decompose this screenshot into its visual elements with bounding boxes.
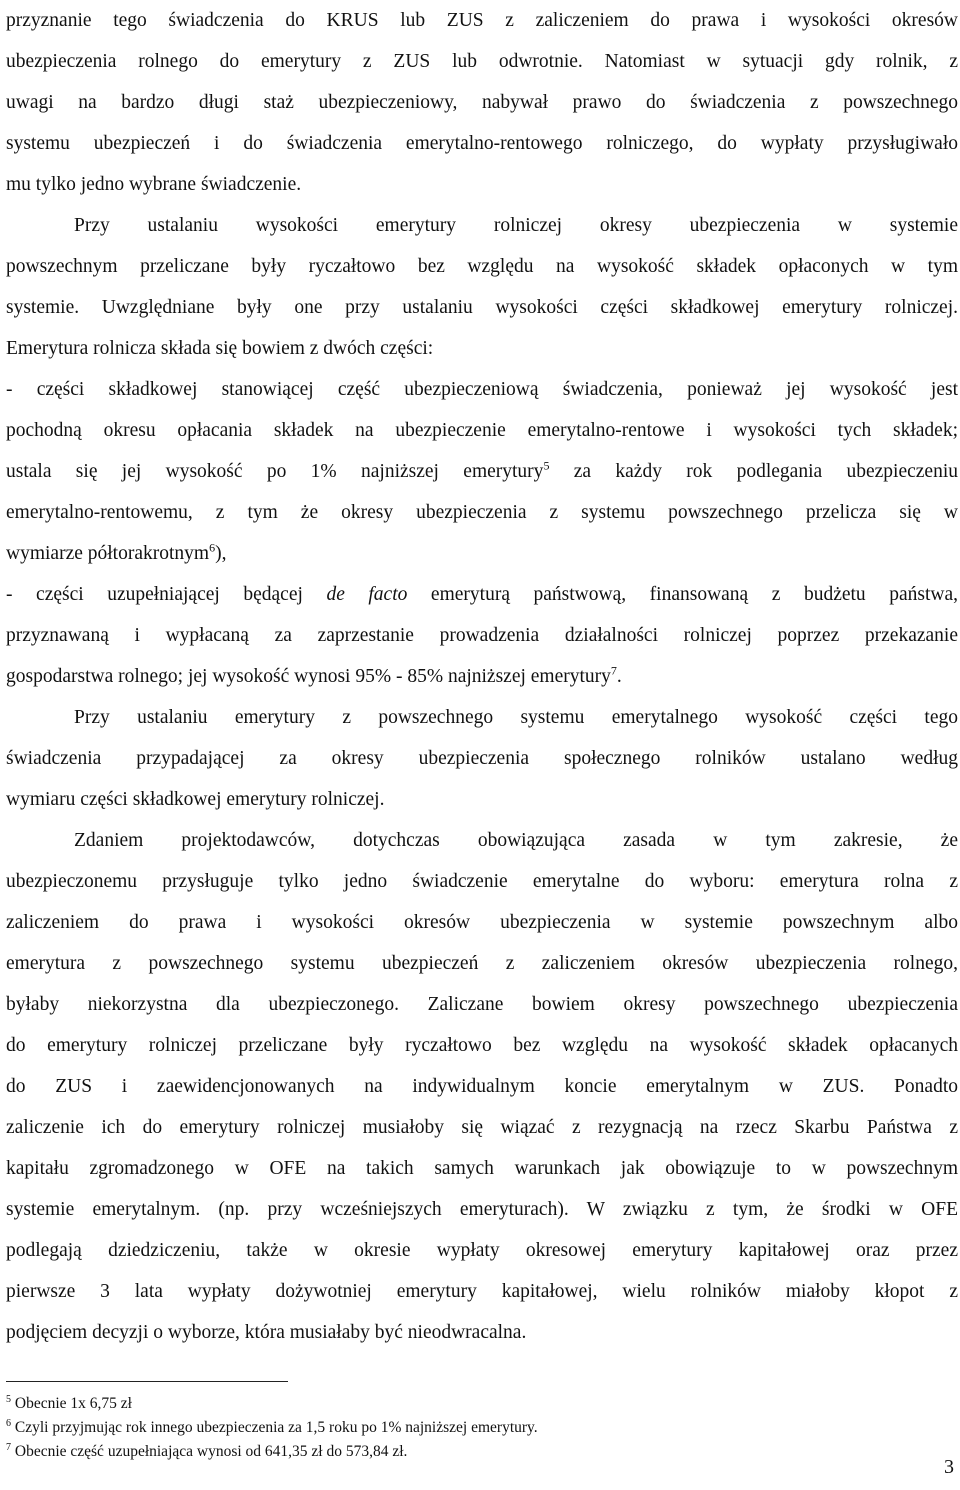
text-run: - części uzupełniającej będącej [6,584,327,605]
text-run: . [616,666,622,687]
text-run: ustala się jej wysokość po 1% najniższej emerytury [6,461,544,482]
text-line: kapitału zgromadzonego w OFE na takich samych warunkach jak obowiązuje to w powszechnym [6,1158,958,1179]
text-line: wymiaru części składkowej emerytury rolniczej. [6,789,385,810]
footnote-ref-7: 7 [610,663,617,678]
text-line: ubezpieczenia rolnego do emerytury z ZUS lub odwrotnie. Natomiast w sytuacji gdy rolnik, z [6,51,958,72]
page-number: 3 [944,1456,954,1478]
footnote-number: 7 [6,1441,11,1453]
text-line [6,574,958,615]
text-line: ubezpieczonemu przysługuje tylko jedno świadczenie emerytalne do wyboru: emerytura rolna z [6,871,958,892]
footnote [6,1416,906,1440]
text-line: Emerytura rolnicza składa się bowiem z dwóch części: [6,338,434,359]
text-line: uwagi na bardzo długi staż ubezpieczeniowy, nabywał prawo do świadczenia z powszechnego [6,92,958,113]
paragraph-start: Przy ustalaniu wysokości emerytury rolniczej okresy ubezpieczenia w systemie [74,215,958,236]
text-run: ), [215,543,227,564]
text-line: zaliczeniem do prawa i wysokości okresów ubezpieczenia w systemie powszechnym albo [6,912,958,933]
footnote-ref-5: 5 [543,458,550,473]
text-line: pochodną okresu opłacania składek na ubezpieczenie emerytalno-rentowe i wysokości tych składek; [6,420,958,441]
text-line: zaliczenie ich do emerytury rolniczej musiałoby się wiązać z rezygnacją na rzecz Skarbu Państwa z [6,1117,958,1138]
text-line: mu tylko jedno wybrane świadczenie. [6,174,302,195]
text-line: emerytura z powszechnego systemu ubezpieczeń z zaliczeniem okresów ubezpieczenia rolnego, [6,953,958,974]
paragraph-start: Zdaniem projektodawców, dotychczas obowiązująca zasada w tym zakresie, że [74,830,958,851]
text-line: świadczenia przypadającej za okresy ubezpieczenia społecznego rolników ustalano według [6,748,958,769]
text-line: emerytalno-rentowemu, z tym że okresy ubezpieczenia z systemu powszechnego przelicza się w [6,502,958,523]
text-line: powszechnym przeliczane były ryczałtowo bez względu na wysokość składek opłaconych w tym [6,256,958,277]
footnote [6,1440,906,1464]
footnote [6,1392,906,1416]
text-line [6,656,958,697]
document-body [6,0,958,1353]
italic-text: de facto [326,584,408,605]
text-line: podjęciem decyzji o wyborze, która musiałaby być nieodwracalna. [6,1322,527,1343]
paragraph-start: Przy ustalaniu emerytury z powszechnego systemu emerytalnego wysokość części tego [74,707,958,728]
text-line: do ZUS i zaewidencjonowanych na indywidualnym koncie emerytalnym w ZUS. Ponadto [6,1076,958,1097]
footnotes [6,1392,906,1464]
footnote-ref-6: 6 [209,540,216,555]
footnote-separator [6,1381,288,1382]
text-line: systemu ubezpieczeń i do świadczenia emerytalno-rentowego rolniczego, do wypłaty przysługiwało [6,133,958,154]
text-line: przyznawaną i wypłacaną za zaprzestanie prowadzenia działalności rolniczej poprzez przekazanie [6,625,958,646]
footnote-number: 6 [6,1417,11,1429]
text-line: przyznanie tego świadczenia do KRUS lub ZUS z zaliczeniem do prawa i wysokości okresów [6,10,958,31]
text-line: podlegają dziedziczeniu, także w okresie wypłaty okresowej emerytury kapitałowej oraz przez [6,1240,958,1261]
footnote-number: 5 [6,1393,11,1405]
text-run: wymiarze półtorakrotnym [6,543,210,564]
footnote-text: Obecnie 1x 6,75 zł [14,1395,132,1412]
footnote-text: Czyli przyjmując rok innego ubezpieczenia za 1,5 roku po 1% najniższej emerytury. [14,1419,538,1436]
text-run: za każdy rok podlegania ubezpieczeniu [549,461,958,482]
text-line [6,451,958,492]
text-line: do emerytury rolniczej przeliczane były ryczałtowo bez względu na wysokość składek opłacanych [6,1035,958,1056]
text-line [6,533,958,574]
text-line: systemie emerytalnym. (np. przy wcześniejszych emeryturach). W związku z tym, że środki w OFE [6,1199,958,1220]
text-line: systemie. Uwzględniane były one przy ustalaniu wysokości części składkowej emerytury rolniczej. [6,297,958,318]
text-run: gospodarstwa rolnego; jej wysokość wynosi 95% - 85% najniższej emerytury [6,666,611,687]
text-line: pierwsze 3 lata wypłaty dożywotniej emerytury kapitałowej, wielu rolników miałoby kłopot z [6,1281,958,1302]
text-line: - części składkowej stanowiącej część ubezpieczeniową świadczenia, ponieważ jej wysokość jest [6,379,958,400]
footnote-text: Obecnie część uzupełniająca wynosi od 641,35 zł do 573,84 zł. [14,1443,408,1460]
text-line: byłaby niekorzystna dla ubezpieczonego. Zaliczane bowiem okresy powszechnego ubezpieczenia [6,994,958,1015]
text-run: emeryturą państwową, finansowaną z budżetu państwa, [407,584,958,605]
